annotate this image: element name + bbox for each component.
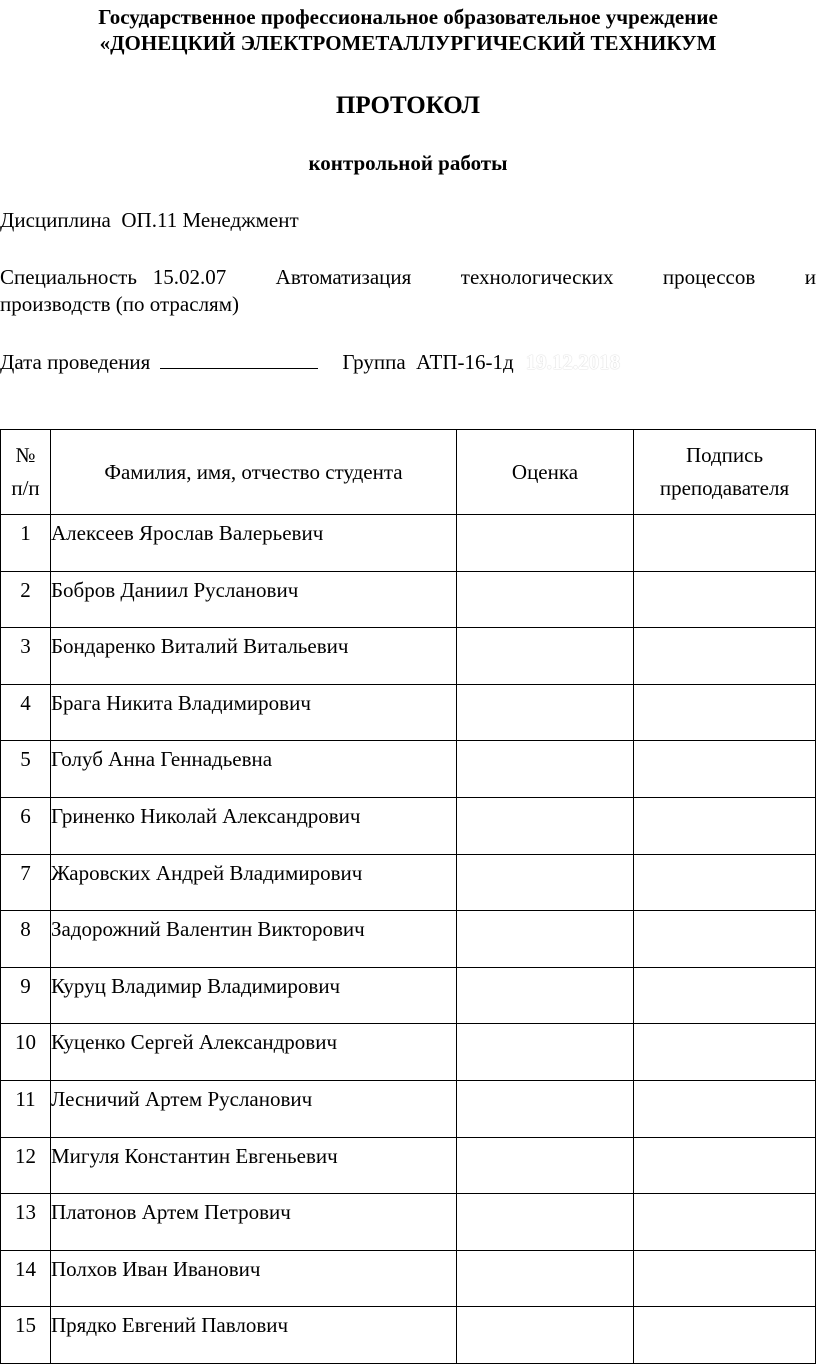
date-label: Дата проведения (0, 350, 151, 374)
student-name: Мигуля Константин Евгеньевич (51, 1137, 457, 1194)
grade-cell[interactable] (457, 741, 634, 798)
row-number: 7 (1, 854, 51, 911)
specialty-word: процессов (662, 265, 756, 289)
grade-cell[interactable] (457, 1024, 634, 1081)
specialty-line (0, 265, 816, 289)
grade-cell[interactable] (457, 684, 634, 741)
student-name: Задорожний Валентин Викторович (51, 911, 457, 968)
grade-cell[interactable] (457, 1137, 634, 1194)
student-name: Гриненко Николай Александрович (51, 797, 457, 854)
specialty-line-2: производств (по отраслям) (0, 292, 239, 316)
grade-cell[interactable] (457, 1250, 634, 1307)
row-number: 9 (1, 967, 51, 1024)
row-number: 8 (1, 911, 51, 968)
header-num-symbol: № (15, 443, 36, 467)
table-row (1, 911, 816, 968)
signature-cell[interactable] (634, 797, 816, 854)
header-num (1, 430, 51, 515)
student-name: Платонов Артем Петрович (51, 1194, 457, 1251)
grade-cell[interactable] (457, 628, 634, 685)
table-row (1, 1307, 816, 1364)
signature-cell[interactable] (634, 515, 816, 572)
student-name: Жаровских Андрей Владимирович (51, 854, 457, 911)
row-number: 3 (1, 628, 51, 685)
student-table (0, 429, 816, 1364)
student-name: Полхов Иван Иванович (51, 1250, 457, 1307)
specialty-code: 15.02.07 (152, 265, 227, 289)
discipline-line (0, 208, 299, 232)
table-row (1, 854, 816, 911)
table-row (1, 628, 816, 685)
row-number: 2 (1, 571, 51, 628)
table-row (1, 684, 816, 741)
grade-cell[interactable] (457, 1307, 634, 1364)
student-name: Брага Никита Владимирович (51, 684, 457, 741)
specialty-word: Автоматизация (275, 265, 412, 289)
institution-line-1: Государственное профессиональное образовательное учреждение (98, 5, 718, 29)
signature-cell[interactable] (634, 1250, 816, 1307)
grade-cell[interactable] (457, 967, 634, 1024)
table-row (1, 1137, 816, 1194)
grade-cell[interactable] (457, 571, 634, 628)
student-name: Бобров Даниил Русланович (51, 571, 457, 628)
grade-cell[interactable] (457, 854, 634, 911)
header-signature (634, 430, 816, 515)
signature-cell[interactable] (634, 741, 816, 798)
student-name: Лесничий Артем Русланович (51, 1080, 457, 1137)
signature-cell[interactable] (634, 1194, 816, 1251)
discipline-label: Дисциплина (0, 208, 111, 232)
student-name: Куруц Владимир Владимирович (51, 967, 457, 1024)
student-name: Бондаренко Виталий Витальевич (51, 628, 457, 685)
table-row (1, 1080, 816, 1137)
signature-cell[interactable] (634, 1080, 816, 1137)
grade-cell[interactable] (457, 911, 634, 968)
table-row (1, 741, 816, 798)
specialty-label: Специальность (0, 265, 137, 289)
signature-cell[interactable] (634, 684, 816, 741)
table-row (1, 1250, 816, 1307)
date-blank-field[interactable] (160, 348, 318, 369)
row-number: 10 (1, 1024, 51, 1081)
institution-line-2: «ДОНЕЦКИЙ ЭЛЕКТРОМЕТАЛЛУРГИЧЕСКИЙ ТЕХНИКУМ (99, 31, 717, 55)
signature-cell[interactable] (634, 1024, 816, 1081)
row-number: 1 (1, 515, 51, 572)
student-name: Прядко Евгений Павлович (51, 1307, 457, 1364)
specialty-word: и (804, 265, 816, 289)
row-number: 6 (1, 797, 51, 854)
signature-cell[interactable] (634, 628, 816, 685)
header-grade: Оценка (457, 430, 634, 515)
document-subtitle: контрольной работы (308, 151, 508, 175)
grade-cell[interactable] (457, 515, 634, 572)
signature-cell[interactable] (634, 911, 816, 968)
signature-cell[interactable] (634, 1307, 816, 1364)
signature-cell[interactable] (634, 854, 816, 911)
row-number: 5 (1, 741, 51, 798)
signature-cell[interactable] (634, 571, 816, 628)
row-number: 15 (1, 1307, 51, 1364)
row-number: 12 (1, 1137, 51, 1194)
specialty-word: технологических (460, 265, 614, 289)
table-row (1, 571, 816, 628)
row-number: 14 (1, 1250, 51, 1307)
student-name: Голуб Анна Геннадьевна (51, 741, 457, 798)
table-header-row (1, 430, 816, 515)
row-number: 4 (1, 684, 51, 741)
group-label: Группа (342, 350, 406, 374)
table-row (1, 1024, 816, 1081)
signature-cell[interactable] (634, 967, 816, 1024)
row-number: 13 (1, 1194, 51, 1251)
row-number: 11 (1, 1080, 51, 1137)
faint-date: 19.12.2018 (525, 350, 621, 374)
grade-cell[interactable] (457, 1194, 634, 1251)
group-value: АТП-16-1д (416, 350, 514, 374)
grade-cell[interactable] (457, 1080, 634, 1137)
discipline-value: ОП.11 Менеджмент (121, 208, 299, 232)
signature-cell[interactable] (634, 1137, 816, 1194)
table-row (1, 515, 816, 572)
table-row (1, 1194, 816, 1251)
document-title: ПРОТОКОЛ (335, 92, 481, 119)
student-name: Куценко Сергей Александрович (51, 1024, 457, 1081)
student-name: Алексеев Ярослав Валерьевич (51, 515, 457, 572)
table-row (1, 967, 816, 1024)
header-name: Фамилия, имя, отчество студента (51, 430, 457, 515)
header-num-label: п/п (11, 476, 40, 500)
header-signature-line1: Подпись (685, 443, 764, 467)
header-signature-line2: преподавателя (659, 476, 790, 500)
date-line (0, 348, 620, 374)
grade-cell[interactable] (457, 797, 634, 854)
table-row (1, 797, 816, 854)
